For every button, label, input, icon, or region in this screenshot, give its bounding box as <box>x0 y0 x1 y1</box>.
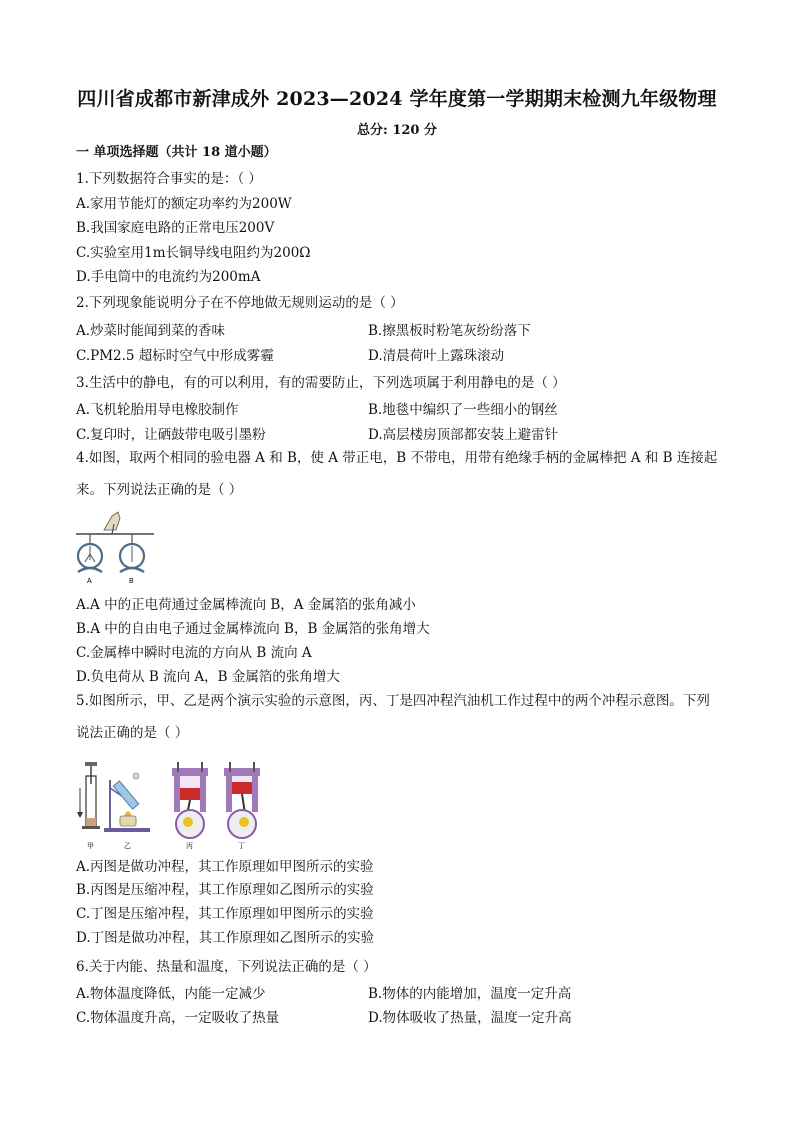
question-1-stem: 1.下列数据符合事实的是：（ ） <box>76 171 262 187</box>
question-4-option-c: C.金属棒中瞬时电流的方向从 B 流向 A <box>76 645 312 661</box>
question-1-option-b: B.我国家庭电路的正常电压200V <box>76 220 275 236</box>
engine-label-jia: 甲 <box>87 842 94 850</box>
question-6-option-d: D.物体吸收了热量，温度一定升高 <box>368 1010 572 1026</box>
question-6-option-a: A.物体温度降低，内能一定减少 <box>76 986 266 1002</box>
question-4-stem: 4.如图，取两个相同的验电器 A 和 B，使 A 带正电，B 不带电，用带有绝缘手柄的金属棒把 A 和 B 连接起来。下列说法正确的是（ ） <box>76 450 718 498</box>
question-3-option-c: C.复印时，让硒鼓带电吸引墨粉 <box>76 427 266 443</box>
question-2-stem: 2.下列现象能说明分子在不停地做无规则运动的是（ ） <box>76 295 404 311</box>
question-2-option-a: A.炒菜时能闻到菜的香味 <box>76 323 226 339</box>
question-2-option-d: D.清晨荷叶上露珠滚动 <box>368 348 505 364</box>
question-2-option-c: C.PM2.5 超标时空气中形成雾霾 <box>76 348 274 364</box>
question-2-option-b: B.擦黑板时粉笔灰纷纷落下 <box>368 323 531 339</box>
question-6-option-c: C.物体温度升高，一定吸收了热量 <box>76 1010 280 1026</box>
question-5-option-b: B.丙图是压缩冲程，其工作原理如乙图所示的实验 <box>76 882 374 898</box>
question-6-option-b: B.物体的内能增加，温度一定升高 <box>368 986 572 1002</box>
electroscope-label-b: B <box>129 578 134 585</box>
question-5-option-a: A.丙图是做功冲程，其工作原理如甲图所示的实验 <box>76 859 374 875</box>
question-3-option-b: B.地毯中编织了一些细小的钢丝 <box>368 402 558 418</box>
question-5-option-c: C.丁图是压缩冲程，其工作原理如甲图所示的实验 <box>76 906 374 922</box>
question-4-option-d: D.负电荷从 B 流向 A，B 金属箔的张角增大 <box>76 669 340 685</box>
engine-label-yi: 乙 <box>124 842 131 850</box>
question-5-option-d: D.丁图是做功冲程，其工作原理如乙图所示的实验 <box>76 930 375 946</box>
question-4-option-a: A.A 中的正电荷通过金属棒流向 B，A 金属箔的张角减小 <box>76 597 416 613</box>
engine-label-bing: 丙 <box>186 842 193 850</box>
question-3-stem: 3.生活中的静电，有的可以利用，有的需要防止，下列选项属于利用静电的是（ ） <box>76 375 566 391</box>
question-6-stem: 6.关于内能、热量和温度，下列说法正确的是（ ） <box>76 959 377 975</box>
question-1-option-a: A.家用节能灯的额定功率约为200W <box>76 196 292 212</box>
electroscope-figure <box>74 510 156 586</box>
question-3-option-a: A.飞机轮胎用导电橡胶制作 <box>76 402 239 418</box>
question-1-option-c: C.实验室用1m长铜导线电阻约为200Ω <box>76 245 311 261</box>
total-score: 总分: 120 分 <box>357 123 437 138</box>
section-title: 一 单项选择题（共计 18 道小题） <box>76 145 277 160</box>
question-1-option-d: D.手电筒中的电流约为200mA <box>76 269 261 285</box>
page-title: 四川省成都市新津成外 2023—2024 学年度第一学期期末检测九年级物理 <box>77 88 717 110</box>
electroscope-label-a: A <box>87 578 92 585</box>
question-4-option-b: B.A 中的自由电子通过金属棒流向 B，B 金属箔的张角增大 <box>76 621 430 637</box>
question-5-stem: 5.如图所示，甲、乙是两个演示实验的示意图，丙、丁是四冲程汽油机工作过程中的两个冲程示意图。下列说法正确的是（ ） <box>76 693 710 741</box>
engine-figure <box>76 760 278 850</box>
engine-label-ding: 丁 <box>238 842 245 850</box>
question-3-option-d: D.高层楼房顶部都安装上避雷针 <box>368 427 559 443</box>
